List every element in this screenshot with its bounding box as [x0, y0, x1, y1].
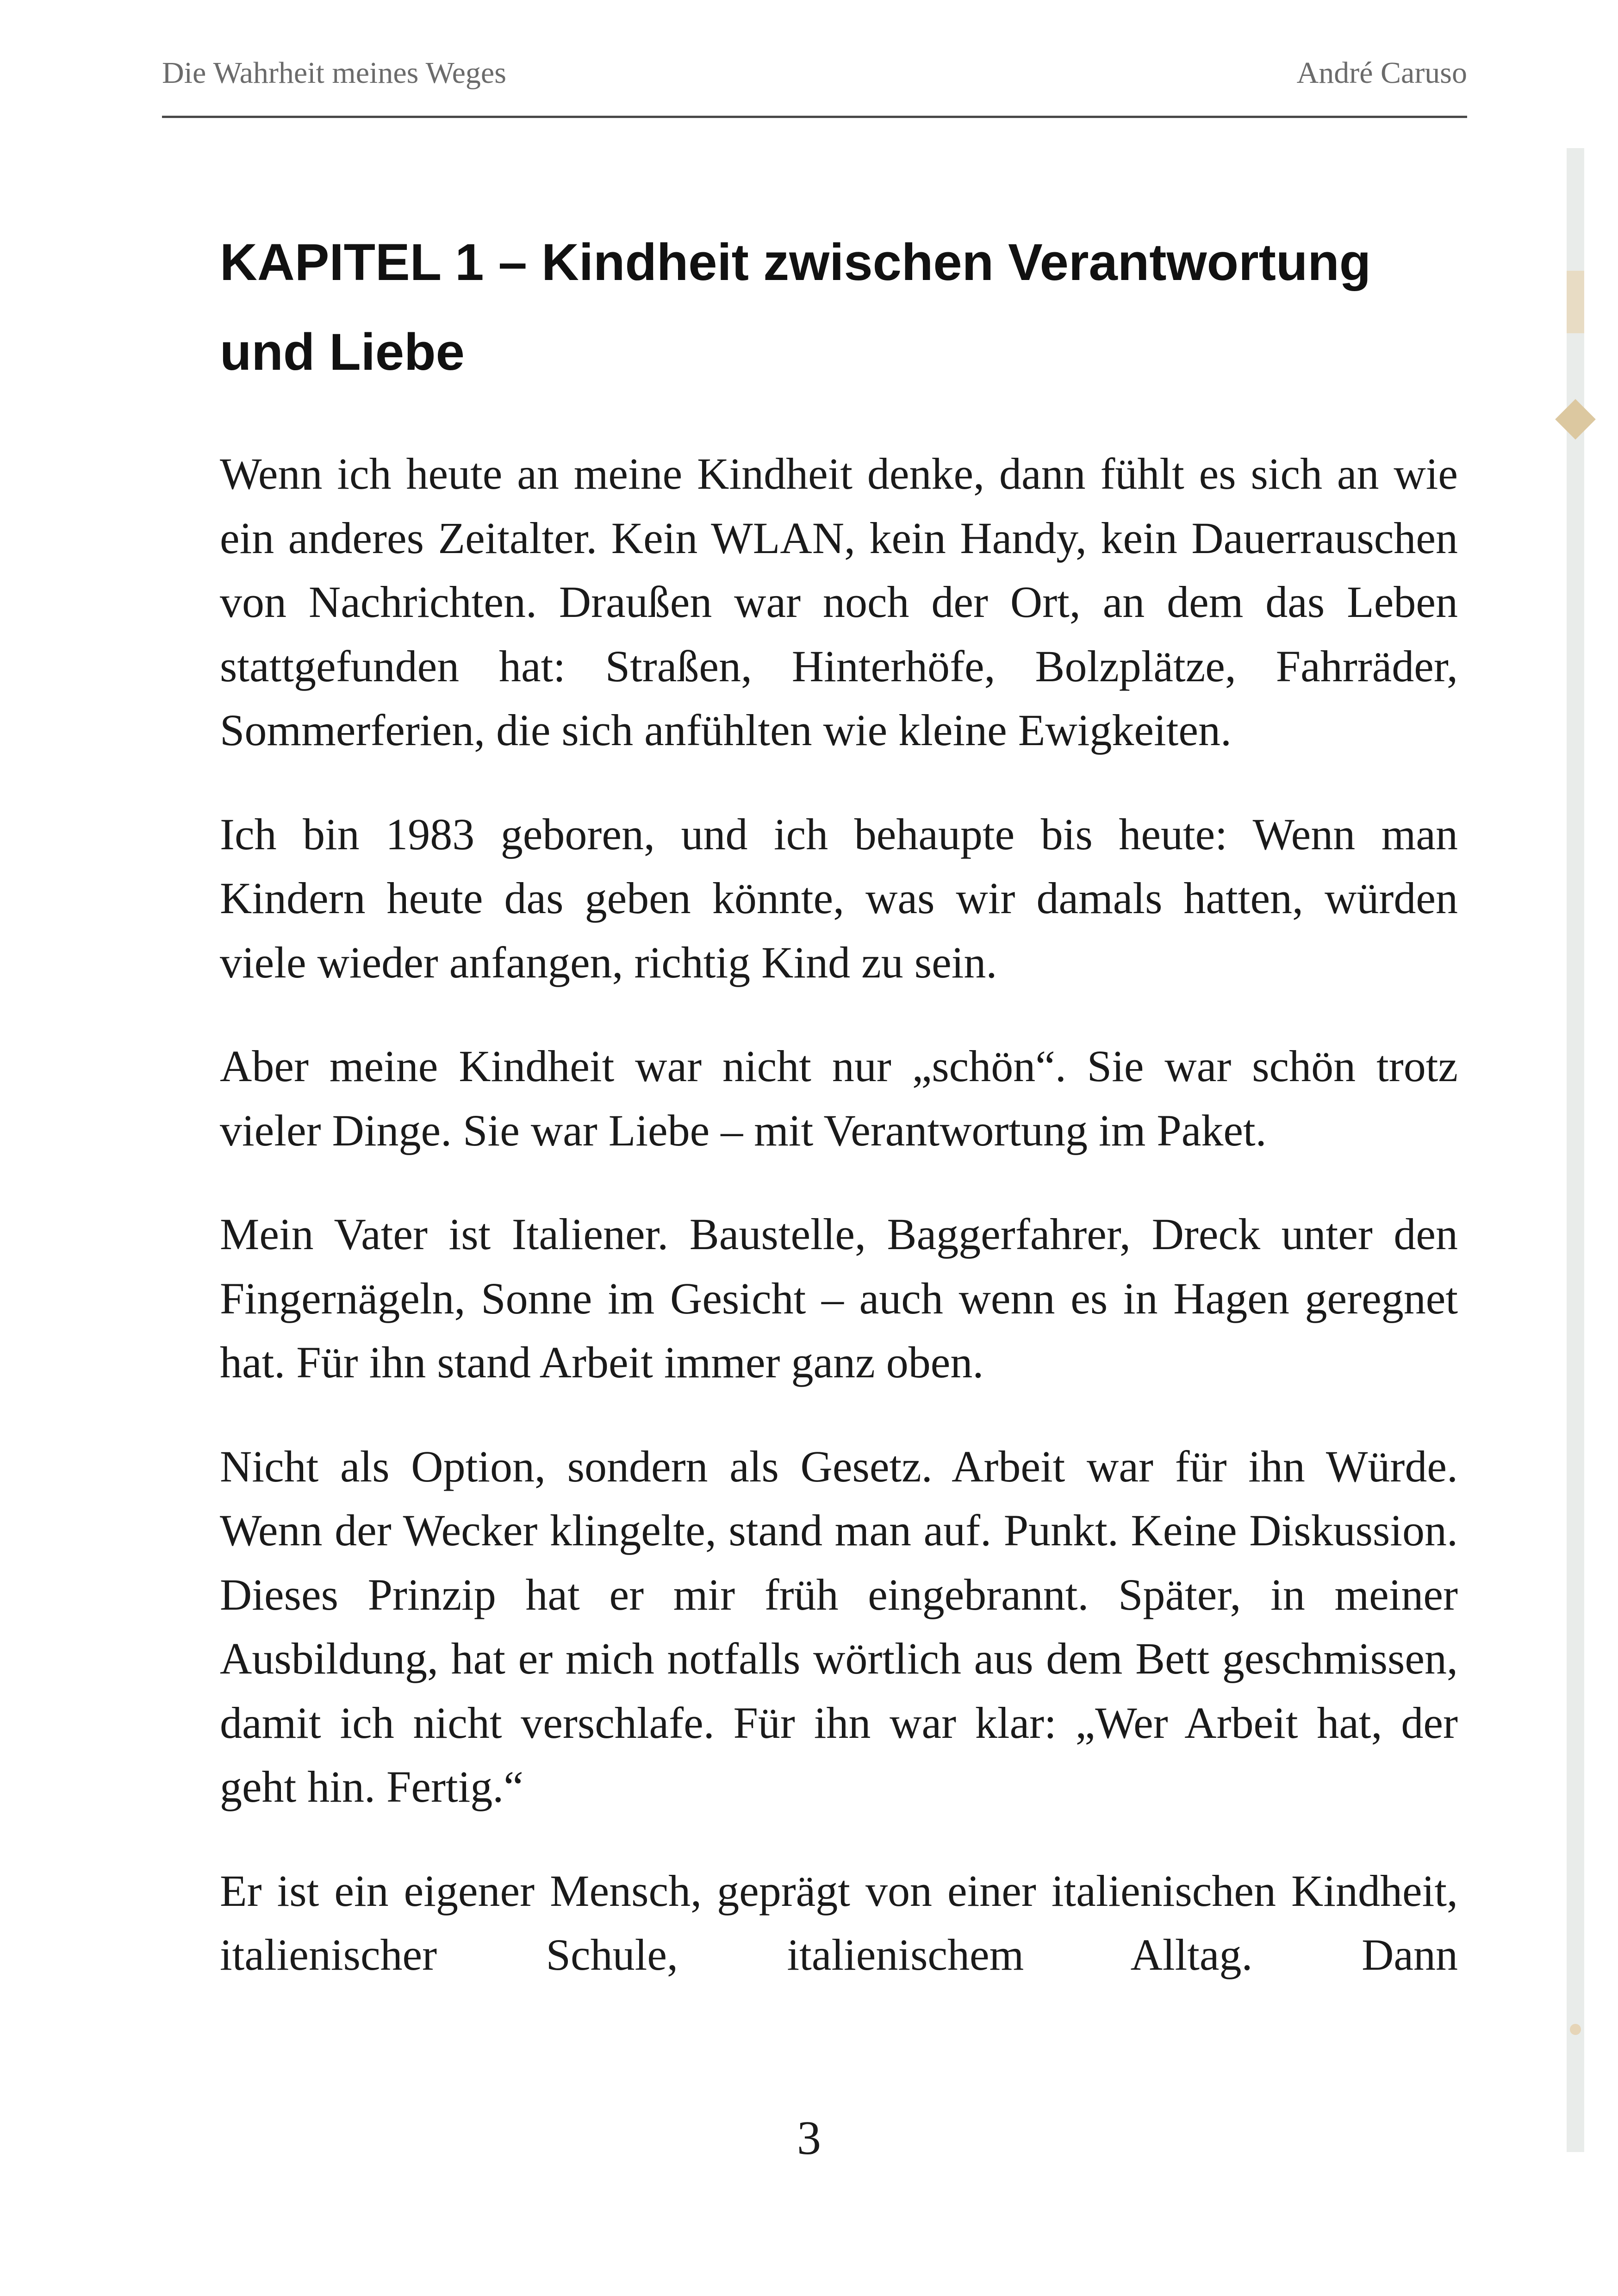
chapter-title: KAPITEL 1 – Kindheit zwischen Verantwortung und Liebe	[220, 233, 1371, 381]
chapter-body	[220, 442, 1458, 2027]
paragraph: Wenn ich heute an meine Kindheit denke, dann fühlt es sich an wie ein anderes Zeitalter. Kein WLAN, kein Handy, kein Dauerrauschen von Nachrichten. Draußen war noch der Ort, an dem das Leben stattgefunden hat: Straßen, Hinterhöfe, Bolzplätze, Fahrräder, Sommerferien, die sich anfühlten wie kleine Ewigkeiten.	[220, 449, 1458, 755]
header-author: André Caruso	[1296, 56, 1467, 90]
scroll-track[interactable]	[1567, 148, 1584, 2152]
paragraph: Er ist ein eigener Mensch, geprägt von einer italienischen Kindheit, italienischer Schule, italienischem Alltag. Dann	[220, 1866, 1458, 1979]
running-header	[162, 51, 1467, 118]
paragraph: Ich bin 1983 geboren, und ich behaupte bis heute: Wenn man Kindern heute das geben könnte, was wir damals hatten, würden viele wieder anfangen, richtig Kind zu sein.	[220, 809, 1458, 987]
paragraph: Nicht als Option, sondern als Gesetz. Arbeit war für ihn Würde. Wenn der Wecker klingelte, stand man auf. Punkt. Keine Diskussion. Dieses Prinzip hat er mir früh eingebrannt. Später, in meiner Ausbildung, hat er mich notfalls wörtlich aus dem Bett geschmissen, damit ich nicht verschlafe. Für ihn war klar: „Wer Arbeit hat, der geht hin. Fertig.“	[220, 1441, 1458, 1811]
paragraph: Aber meine Kindheit war nicht nur „schön“. Sie war schön trotz vieler Dinge. Sie war Liebe – mit Verantwortung im Paket.	[220, 1041, 1458, 1155]
paragraph: Mein Vater ist Italiener. Baustelle, Baggerfahrer, Dreck unter den Fingernägeln, Sonne im Gesicht – auch wenn es in Hagen geregnet hat. Für ihn stand Arbeit immer ganz oben.	[220, 1209, 1458, 1387]
header-book-title: Die Wahrheit meines Weges	[162, 56, 506, 90]
diamond-marker-icon[interactable]	[1555, 399, 1596, 440]
dot-marker-icon	[1570, 2024, 1581, 2035]
scroll-thumb[interactable]	[1567, 271, 1584, 333]
page-number: 3	[797, 2111, 821, 2165]
